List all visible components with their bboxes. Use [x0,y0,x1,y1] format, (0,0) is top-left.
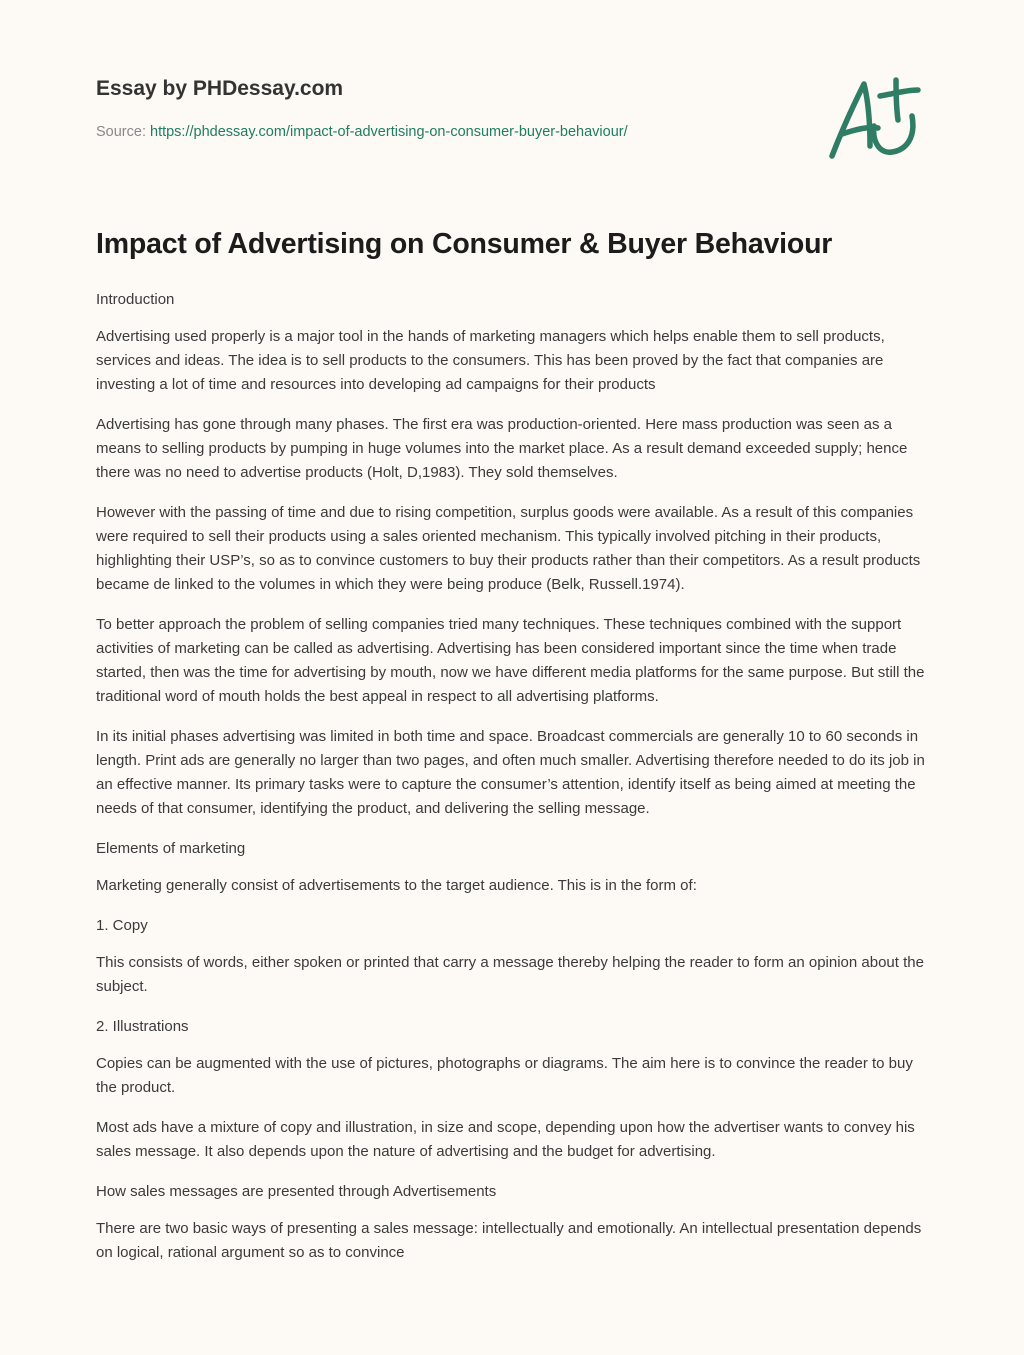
section-heading-sales-messages: How sales messages are presented through Advertisements [96,1183,497,1200]
page-title: Impact of Advertising on Consumer & Buyer Behaviour [96,228,833,260]
list-item-heading-illustrations: 2. Illustrations [96,1018,189,1035]
paragraph: Marketing generally consist of advertisements to the target audience. This is in the form of: [96,877,697,894]
paragraph: This consists of words, either spoken or printed that carry a message thereby helping the reader to form an opinion about the subject. [96,954,924,995]
paragraph: To better approach the problem of selling companies tried many techniques. These techniques combined with the support activities of marketing can be called as advertising. Advertising has been considered important since the time when trade started, then was the time for advertising by mouth, now we have different media platforms for the same purpose. But still the traditional word of mouth holds the best appeal in respect to all advertising platforms. [96,616,925,705]
source-line [96,122,796,142]
article [96,222,930,1281]
source-link[interactable]: https://phdessay.com/impact-of-advertising-on-consumer-buyer-behaviour/ [150,124,628,140]
a-plus-grade-icon [820,68,930,168]
list-item-heading-copy: 1. Copy [96,917,148,934]
source-label: Source: [96,124,150,140]
page-header [96,74,796,142]
site-title: Essay by PHDessay.com [96,77,344,100]
paragraph: Copies can be augmented with the use of pictures, photographs or diagrams. The aim here is to convince the reader to buy the product. [96,1055,913,1096]
section-heading-elements: Elements of marketing [96,840,246,857]
paragraph: In its initial phases advertising was limited in both time and space. Broadcast commercials are generally 10 to 60 seconds in length. Print ads are generally no larger than two pages, and often much smaller. Advertising therefore needed to do its job in an effective manner. Its primary tasks were to capture the consumer’s attention, identify itself as being aimed at meeting the needs of that consumer, identifying the product, and delivering the selling message. [96,728,925,817]
paragraph: There are two basic ways of presenting a sales message: intellectually and emotionally. An intellectual presentation depends on logical, rational argument so as to convince [96,1220,922,1261]
paragraph: Advertising has gone through many phases. The first era was production-oriented. Here mass production was seen as a means to selling products by pumping in huge volumes into the market place. As a result demand exceeded supply; hence there was no need to advertise products (Holt, D,1983). They sold themselves. [96,416,908,481]
paragraph: Advertising used properly is a major tool in the hands of marketing managers which helps enable them to sell products, services and ideas. The idea is to sell products to the consumers. This has been proved by the fact that companies are investing a lot of time and resources into developing ad campaigns for their products [96,328,885,393]
paragraph: However with the passing of time and due to rising competition, surplus goods were available. As a result of this companies were required to sell their products using a sales oriented mechanism. This typically involved pitching in their products, highlighting their USP’s, so as to convince customers to buy their products rather than their competitors. As a result products became de linked to the volumes in which they were being produce (Belk, Russell.1974). [96,504,921,593]
paragraph: Most ads have a mixture of copy and illustration, in size and scope, depending upon how the advertiser wants to convey his sales message. It also depends upon the nature of advertising and the budget for advertising. [96,1119,915,1160]
section-heading-introduction: Introduction [96,291,175,308]
